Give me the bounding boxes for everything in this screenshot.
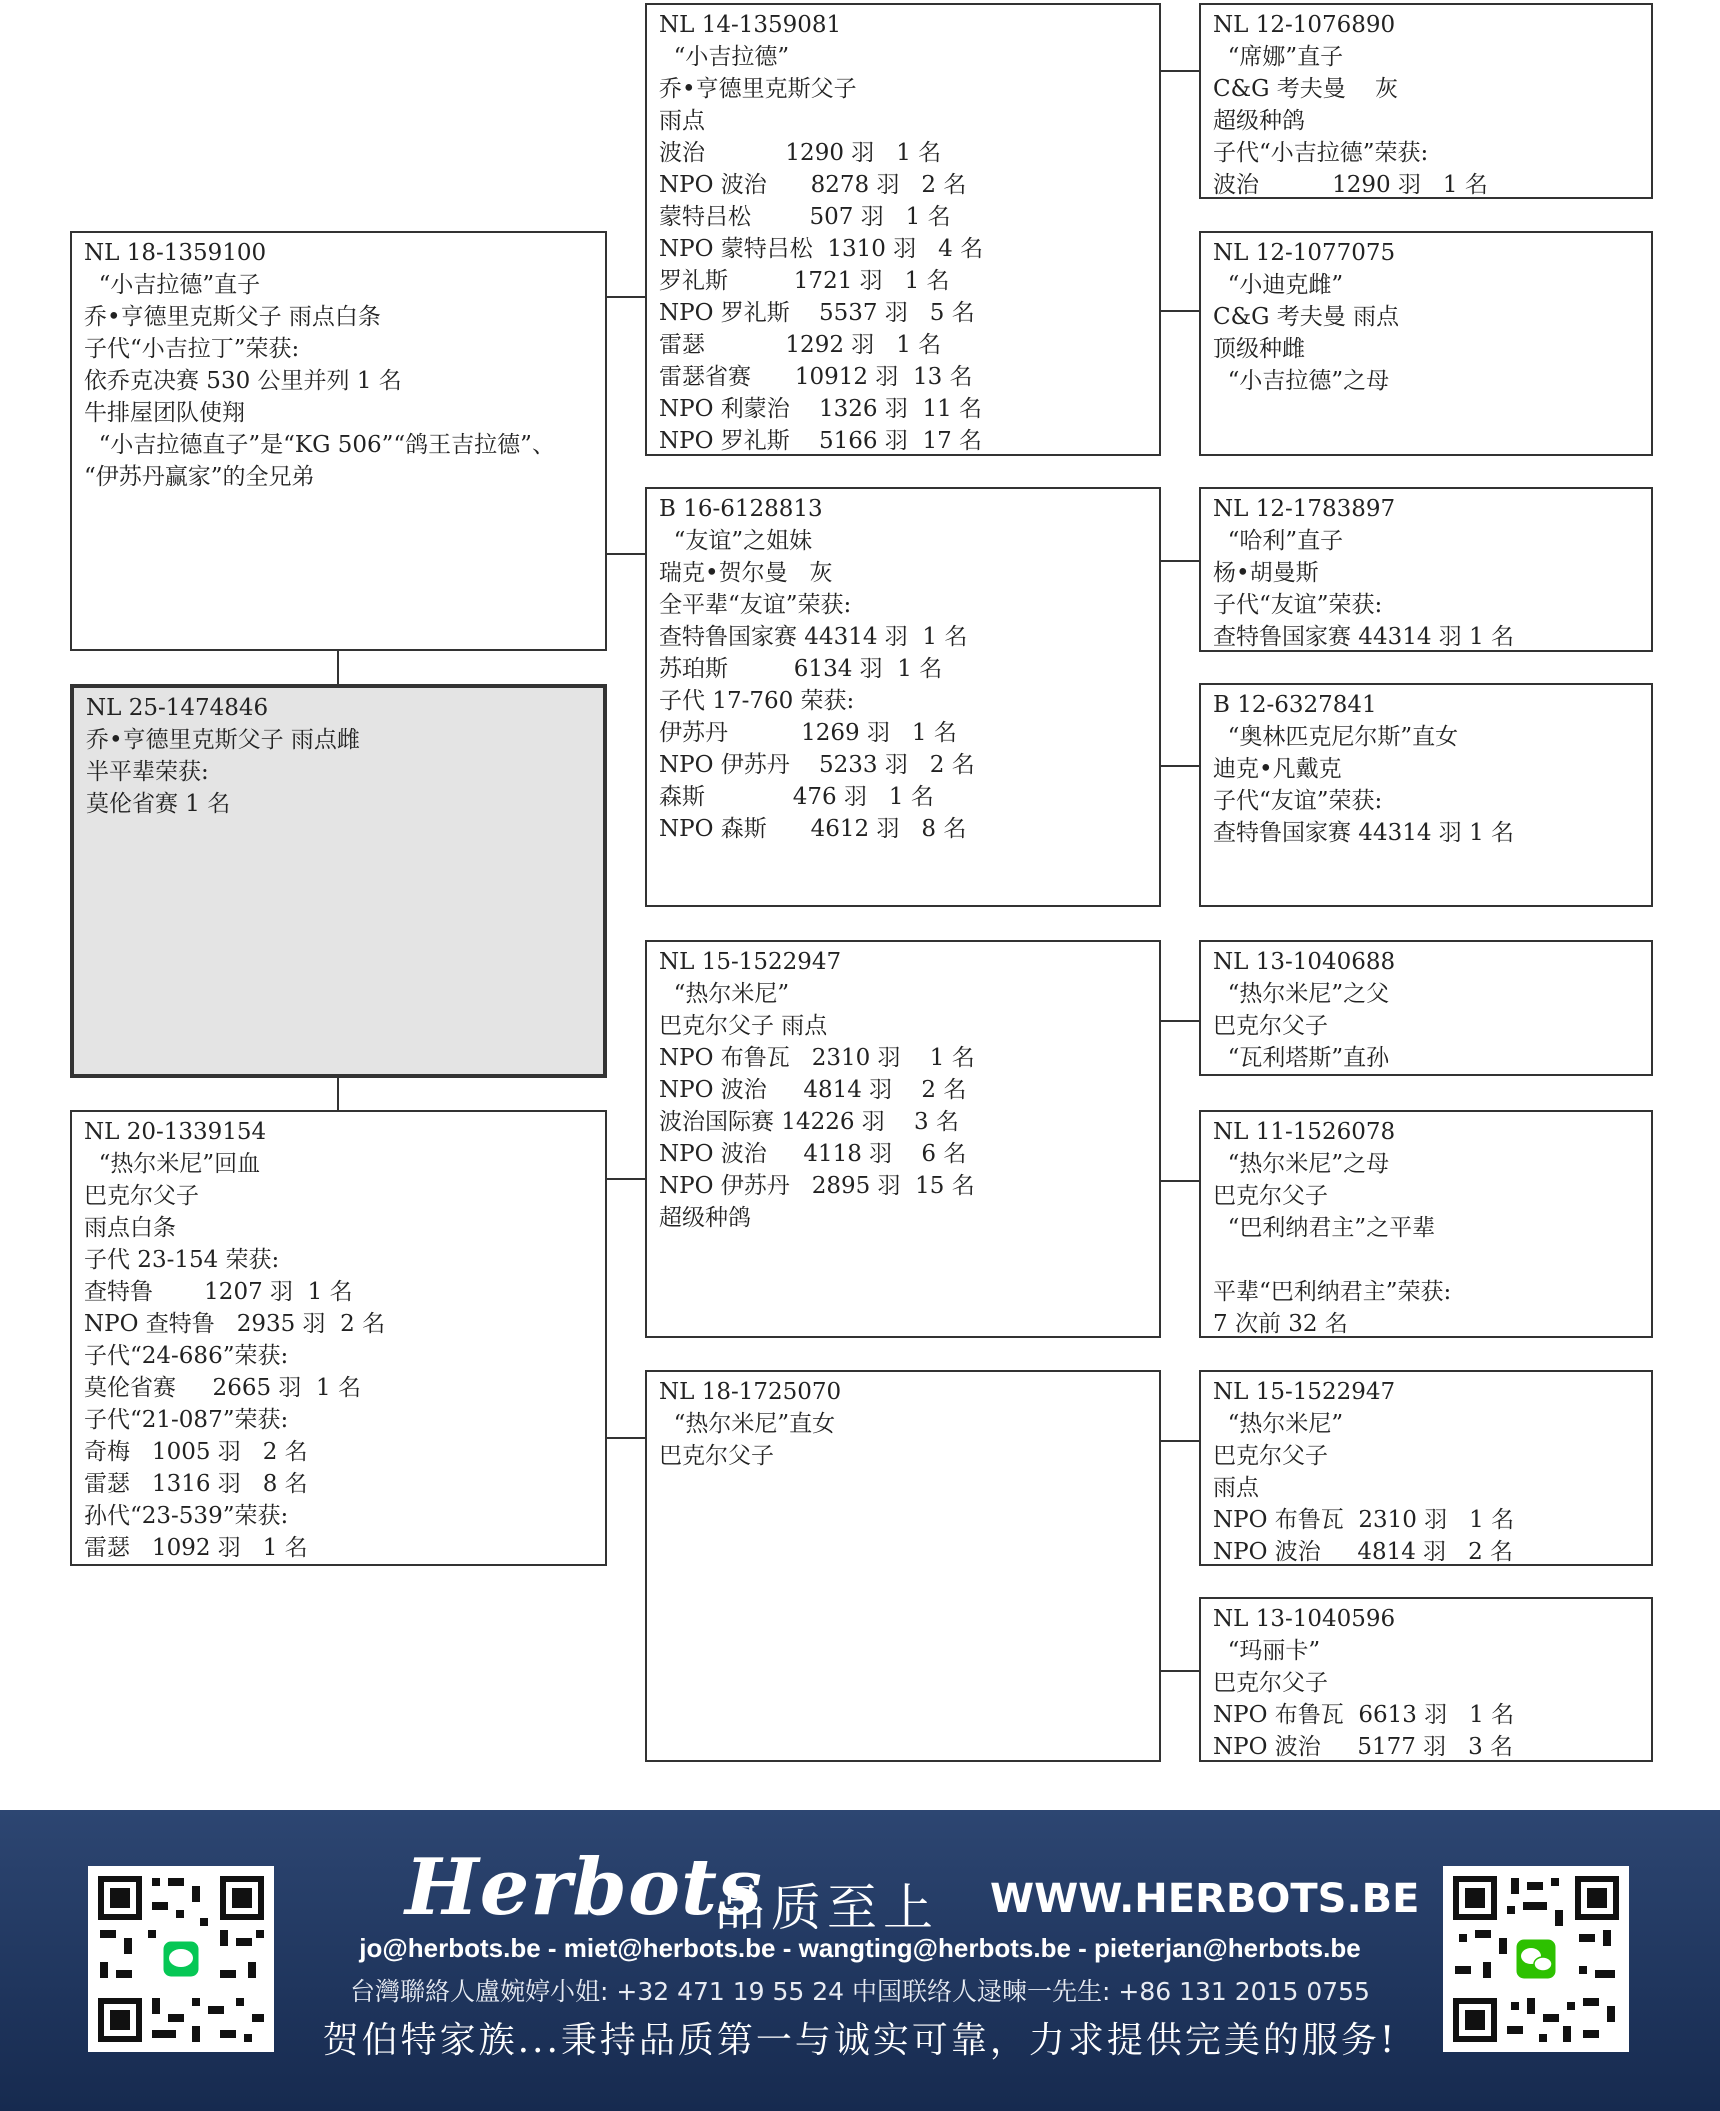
pedigree-line: NPO 波治 4814 羽 2 名 <box>1213 1539 1514 1565</box>
pedigree-line: NL 18-1359100 <box>84 240 267 266</box>
pedigree-line: C&G 考夫曼 雨点 <box>1213 304 1400 330</box>
pedigree-line: NPO 波治 4118 羽 6 名 <box>659 1141 967 1167</box>
pedigree-line: 平辈“巴利纳君主”荣获: <box>1213 1279 1452 1305</box>
pedigree-line: NL 11-1526078 <box>1213 1119 1396 1145</box>
ssd-box <box>1199 231 1653 456</box>
pedigree-line: NPO 森斯 4612 羽 8 名 <box>659 816 967 842</box>
pedigree-line: NPO 伊苏丹 5233 羽 2 名 <box>659 752 975 778</box>
pedigree-line: 巴克尔父子 <box>659 1443 774 1469</box>
website-link[interactable]: WWW.HERBOTS.BE <box>990 1876 1420 1922</box>
pedigree-line: 巴克尔父子 雨点 <box>659 1013 828 1039</box>
pedigree-line: NL 25-1474846 <box>86 695 269 721</box>
connector-line <box>1159 560 1201 562</box>
pedigree-line: “友谊”之姐妹 <box>659 528 813 554</box>
pedigree-line: 波治 1290 羽 1 名 <box>659 140 942 166</box>
pedigree-line: 查特鲁 1207 羽 1 名 <box>84 1279 353 1305</box>
pedigree-line: 全平辈“友谊”荣获: <box>659 592 852 618</box>
pedigree-line: “巴利纳君主”之平辈 <box>1213 1215 1436 1241</box>
pedigree-line: “小吉拉德”之母 <box>1213 368 1390 394</box>
brand-logo: Herbots <box>405 1842 763 1933</box>
pedigree-line: 子代“友谊”荣获: <box>1213 592 1383 618</box>
connector-line <box>605 553 647 555</box>
pedigree-line: 伊苏丹 1269 羽 1 名 <box>659 720 957 746</box>
pedigree-line: 子代 23-154 荣获: <box>84 1247 280 1273</box>
pedigree-line: 罗礼斯 1721 羽 1 名 <box>659 268 950 294</box>
pedigree-line: 半平辈荣获: <box>86 759 209 785</box>
connector-line <box>1159 1180 1201 1182</box>
pedigree-line: “热尔米尼” <box>1213 1411 1344 1437</box>
pedigree-line: “热尔米尼”直女 <box>659 1411 836 1437</box>
pedigree-line <box>1213 1244 1639 1276</box>
pedigree-line: NL 12-1783897 <box>1213 496 1396 522</box>
pedigree-line: 子代“友谊”荣获: <box>1213 788 1383 814</box>
sire-dam-box <box>645 487 1161 907</box>
pedigree-line: 波治国际赛 14226 羽 3 名 <box>659 1109 959 1135</box>
pedigree-line: NPO 布鲁瓦 2310 羽 1 名 <box>659 1045 975 1071</box>
pedigree-line: NPO 伊苏丹 2895 羽 15 名 <box>659 1173 975 1199</box>
pedigree-line: 7 次前 32 名 <box>1213 1311 1348 1337</box>
pedigree-line: 超级种鸽 <box>1213 108 1305 134</box>
pedigree-line: 雷瑟 1292 羽 1 名 <box>659 332 942 358</box>
pedigree-line: 森斯 476 羽 1 名 <box>659 784 934 810</box>
pedigree-line: B 12-6327841 <box>1213 692 1377 718</box>
pedigree-line: NPO 罗礼斯 5537 羽 5 名 <box>659 300 975 326</box>
connector-line <box>605 1178 647 1180</box>
pedigree-line: “哈利”直子 <box>1213 528 1344 554</box>
pedigree-line: 杨•胡曼斯 <box>1213 560 1319 586</box>
pedigree-line: 雷瑟省赛 10912 羽 13 名 <box>659 364 973 390</box>
dam-dam-box <box>645 1370 1161 1762</box>
pedigree-line: 乔•亨德里克斯父子 雨点雌 <box>86 727 360 753</box>
pedigree-line: NL 12-1077075 <box>1213 240 1396 266</box>
pedigree-line: NL 15-1522947 <box>659 949 842 975</box>
pedigree-line: 巴克尔父子 <box>1213 1013 1328 1039</box>
connector-line <box>605 1437 647 1439</box>
pedigree-line: NPO 布鲁瓦 6613 羽 1 名 <box>1213 1702 1515 1728</box>
pedigree-line: 巴克尔父子 <box>1213 1183 1328 1209</box>
sss-box <box>1199 3 1653 199</box>
dam-sire-box <box>645 940 1161 1338</box>
pedigree-line: 子代 17-760 荣获: <box>659 688 855 714</box>
pedigree-line: B 16-6128813 <box>659 496 823 522</box>
pedigree-line: NL 18-1725070 <box>659 1379 842 1405</box>
contact-phones: 台灣聯絡人盧婉婷小姐: +32 471 19 55 24 中国联络人逯暕一先生: +86 131 2015 0755 <box>350 1977 1370 2006</box>
pedigree-line: 瑞克•贺尔曼 灰 <box>659 560 833 586</box>
subject-box <box>70 684 607 1078</box>
pedigree-line: NL 13-1040596 <box>1213 1606 1396 1632</box>
pedigree-line: NPO 利蒙治 1326 羽 11 名 <box>659 396 983 422</box>
pedigree-line: 莫伦省赛 2665 羽 1 名 <box>84 1375 361 1401</box>
pedigree-line: NL 20-1339154 <box>84 1119 267 1145</box>
pedigree-line: 雷瑟 1316 羽 8 名 <box>84 1471 308 1497</box>
pedigree-line: “瓦利塔斯”直孙 <box>1213 1045 1390 1071</box>
pedigree-line: NL 15-1522947 <box>1213 1379 1396 1405</box>
pedigree-line: 查特鲁国家赛 44314 羽 1 名 <box>659 624 968 650</box>
connector-line <box>1159 310 1201 312</box>
pedigree-line: 苏珀斯 6134 羽 1 名 <box>659 656 943 682</box>
pedigree-line: C&G 考夫曼 灰 <box>1213 76 1398 102</box>
pedigree-line: “奥林匹克尼尔斯”直女 <box>1213 724 1459 750</box>
pedigree-line: NPO 查特鲁 2935 羽 2 名 <box>84 1311 386 1337</box>
dss-box <box>1199 940 1653 1076</box>
pedigree-line: “伊苏丹赢家”的全兄弟 <box>84 464 315 490</box>
pedigree-line: 雷瑟 1092 羽 1 名 <box>84 1535 308 1561</box>
dsd-box <box>1199 1110 1653 1338</box>
pedigree-line: “热尔米尼”之父 <box>1213 981 1390 1007</box>
pedigree-line: “小迪克雌” <box>1213 272 1344 298</box>
pedigree-line: 顶级种雌 <box>1213 336 1305 362</box>
connector-line <box>1159 1020 1201 1022</box>
connector-line <box>1159 70 1201 72</box>
pedigree-line: 依乔克决赛 530 公里并列 1 名 <box>84 368 402 394</box>
pedigree-line: 牛排屋团队使翔 <box>84 400 245 426</box>
pedigree-line: 蒙特吕松 507 羽 1 名 <box>659 204 951 230</box>
company-motto: 贺伯特家族...秉持品质第一与诚实可靠，力求提供完美的服务! <box>322 2020 1398 2061</box>
pedigree-line: NPO 罗礼斯 5166 羽 17 名 <box>659 428 983 454</box>
pedigree-line: 迪克•凡戴克 <box>1213 756 1342 782</box>
pedigree-line: 查特鲁国家赛 44314 羽 1 名 <box>1213 624 1515 650</box>
pedigree-line: 奇梅 1005 羽 2 名 <box>84 1439 308 1465</box>
pedigree-line: NL 14-1359081 <box>659 12 842 38</box>
pedigree-line: NPO 布鲁瓦 2310 羽 1 名 <box>1213 1507 1515 1533</box>
pedigree-line: NPO 蒙特吕松 1310 羽 4 名 <box>659 236 984 262</box>
connector-line <box>1159 765 1201 767</box>
pedigree-line: NPO 波治 4814 羽 2 名 <box>659 1077 967 1103</box>
sds-box <box>1199 487 1653 652</box>
connector-line <box>605 296 647 298</box>
pedigree-line: 乔•亨德里克斯父子 雨点白条 <box>84 304 381 330</box>
connector-line <box>337 1076 339 1112</box>
pedigree-line: 莫伦省赛 1 名 <box>86 791 231 817</box>
pedigree-line: “热尔米尼”之母 <box>1213 1151 1390 1177</box>
pedigree-line: 子代“小吉拉丁”荣获: <box>84 336 300 362</box>
pedigree-line: NPO 波治 8278 羽 2 名 <box>659 172 967 198</box>
sdd-box <box>1199 683 1653 907</box>
sire-box <box>70 231 607 651</box>
pedigree-line: “热尔米尼”回血 <box>84 1151 261 1177</box>
pedigree-line: NL 13-1040688 <box>1213 949 1396 975</box>
pedigree-line: 孙代“23-539”荣获: <box>84 1503 289 1529</box>
dds-box <box>1199 1370 1653 1566</box>
pedigree-line: 查特鲁国家赛 44314 羽 1 名 <box>1213 820 1515 846</box>
pedigree-line: NL 12-1076890 <box>1213 12 1396 38</box>
pedigree-line: 乔•亨德里克斯父子 <box>659 76 857 102</box>
pedigree-line: NPO 波治 5177 羽 3 名 <box>1213 1734 1514 1760</box>
pedigree-line: 子代“21-087”荣获: <box>84 1407 289 1433</box>
email-list[interactable]: jo@herbots.be - miet@herbots.be - wangting@herbots.be - pieterjan@herbots.be <box>359 1933 1361 1963</box>
pedigree-line: 雨点 <box>659 108 705 134</box>
pedigree-line: “玛丽卡” <box>1213 1638 1321 1664</box>
pedigree-line: 雨点白条 <box>84 1215 176 1241</box>
pedigree-line: “小吉拉德直子”是“KG 506”“鸽王吉拉德”、 <box>84 432 555 458</box>
ddd-box <box>1199 1597 1653 1762</box>
connector-line <box>337 649 339 686</box>
pedigree-line: 超级种鸽 <box>659 1205 751 1231</box>
pedigree-line: 波治 1290 羽 1 名 <box>1213 172 1488 198</box>
sire-sire-box <box>645 3 1161 456</box>
pedigree-line: “席娜”直子 <box>1213 44 1344 70</box>
pedigree-line: 子代“小吉拉德”荣获: <box>1213 140 1429 166</box>
pedigree-line: 雨点 <box>1213 1475 1259 1501</box>
pedigree-line: 巴克尔父子 <box>1213 1443 1328 1469</box>
pedigree-line: “小吉拉德” <box>659 44 790 70</box>
pedigree-line: “热尔米尼” <box>659 981 790 1007</box>
pedigree-line: 巴克尔父子 <box>84 1183 199 1209</box>
dam-box <box>70 1110 607 1566</box>
pedigree-line: “小吉拉德”直子 <box>84 272 261 298</box>
brand-slogan: 品质至上 <box>715 1879 939 1937</box>
pedigree-line: 巴克尔父子 <box>1213 1670 1328 1696</box>
connector-line <box>1159 1670 1201 1672</box>
pedigree-line: 子代“24-686”荣获: <box>84 1343 289 1369</box>
connector-line <box>1159 1440 1201 1442</box>
